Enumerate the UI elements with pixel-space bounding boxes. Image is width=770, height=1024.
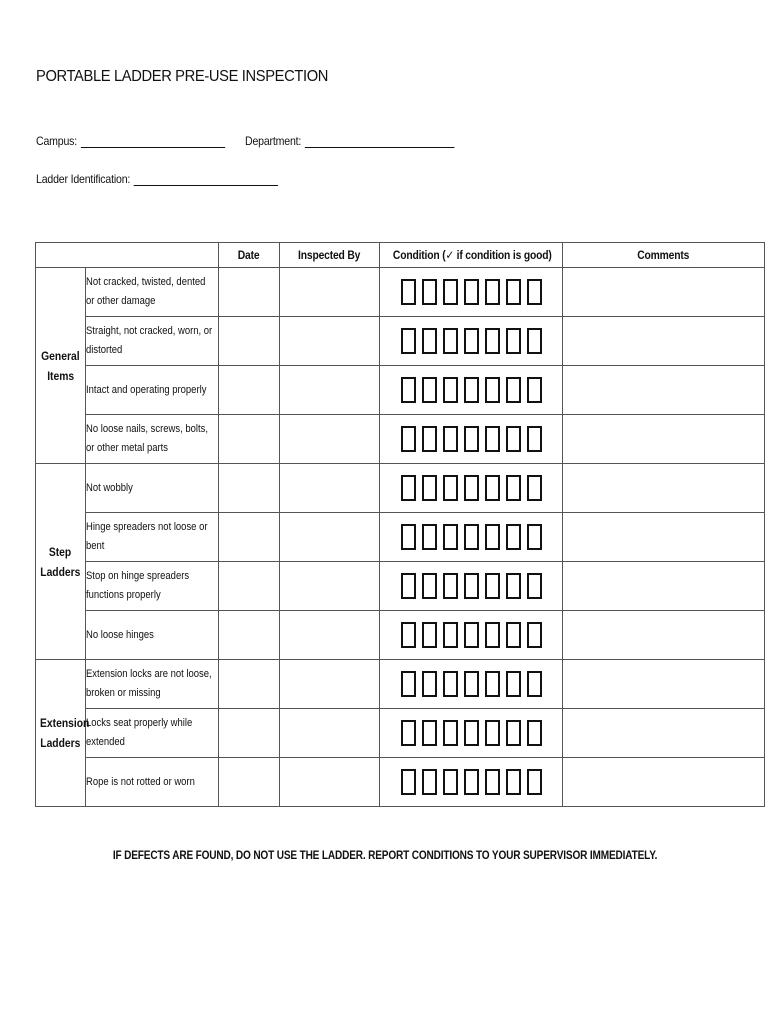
condition-checkbox[interactable]: [485, 328, 500, 354]
condition-cell: [380, 317, 563, 366]
item-cell: [86, 415, 219, 464]
condition-checkbox[interactable]: [464, 769, 479, 795]
inspected-by-cell[interactable]: [280, 317, 380, 366]
item-cell: [86, 268, 219, 317]
condition-checkbox[interactable]: [401, 671, 416, 697]
condition-checkbox[interactable]: [464, 524, 479, 550]
date-cell[interactable]: [219, 513, 280, 562]
campus-field: [36, 134, 225, 148]
condition-checkbox[interactable]: [401, 769, 416, 795]
condition-checkbox[interactable]: [401, 524, 416, 550]
condition-checkbox[interactable]: [422, 671, 437, 697]
comments-cell[interactable]: [563, 611, 765, 660]
inspected-by-cell[interactable]: [280, 513, 380, 562]
condition-cell: [380, 415, 563, 464]
comments-cell[interactable]: [563, 562, 765, 611]
condition-checkbox[interactable]: [443, 671, 458, 697]
table-row: [36, 415, 765, 464]
condition-checkbox[interactable]: [506, 475, 521, 501]
condition-checkbox[interactable]: [527, 622, 542, 648]
condition-checkbox[interactable]: [422, 622, 437, 648]
condition-checkbox[interactable]: [422, 426, 437, 452]
warning-footer: IF DEFECTS ARE FOUND, DO NOT USE THE LADDER. REPORT CONDITIONS TO YOUR SUPERVISOR IMMEDIATELY.: [112, 848, 658, 862]
category-label: Ladders: [40, 736, 81, 750]
table-row: [36, 660, 765, 709]
condition-cell: [380, 562, 563, 611]
condition-checkbox[interactable]: [422, 720, 437, 746]
category-cell: [36, 464, 86, 660]
item-label: No loose hinges: [86, 628, 154, 641]
condition-checkbox[interactable]: [527, 328, 542, 354]
item-label: Intact and operating properly: [86, 383, 207, 396]
item-label: Stop on hinge spreaders functions properly: [86, 570, 190, 601]
item-cell: [86, 366, 219, 415]
condition-checkbox[interactable]: [464, 720, 479, 746]
condition-checkbox[interactable]: [401, 573, 416, 599]
condition-checkbox[interactable]: [485, 769, 500, 795]
date-cell[interactable]: [219, 660, 280, 709]
condition-checkbox[interactable]: [485, 573, 500, 599]
category-label: Step: [49, 544, 72, 559]
header-blank: [36, 243, 219, 268]
condition-checkbox[interactable]: [401, 720, 416, 746]
condition-checkbox[interactable]: [485, 475, 500, 501]
category-label: General: [41, 348, 80, 363]
date-cell[interactable]: [219, 611, 280, 660]
item-label: Not cracked, twisted, dented or other damage: [86, 276, 206, 307]
date-cell[interactable]: [219, 758, 280, 807]
category-label: Extension: [40, 716, 90, 730]
table-header-row: [36, 243, 765, 268]
condition-checkbox[interactable]: [506, 328, 521, 354]
item-label: Rope is not rotted or worn: [86, 775, 195, 788]
condition-checkbox[interactable]: [506, 426, 521, 452]
condition-checkbox[interactable]: [464, 573, 479, 599]
date-cell[interactable]: [219, 415, 280, 464]
condition-checkbox[interactable]: [506, 573, 521, 599]
header-comments: Comments: [563, 243, 765, 268]
header-date: Date: [219, 243, 280, 268]
condition-checkbox[interactable]: [485, 279, 500, 305]
inspection-table: [35, 242, 765, 807]
condition-checkbox[interactable]: [401, 622, 416, 648]
inspected-by-cell[interactable]: [280, 366, 380, 415]
condition-checkbox[interactable]: [401, 328, 416, 354]
condition-checkbox[interactable]: [527, 720, 542, 746]
condition-cell: [380, 758, 563, 807]
condition-cell: [380, 709, 563, 758]
condition-checkbox[interactable]: [443, 328, 458, 354]
form-title: PORTABLE LADDER PRE-USE INSPECTION: [36, 68, 329, 85]
condition-checkbox[interactable]: [485, 671, 500, 697]
condition-checkbox[interactable]: [401, 377, 416, 403]
condition-checkbox[interactable]: [422, 524, 437, 550]
table-row: [36, 513, 765, 562]
table-row: [36, 709, 765, 758]
comments-cell[interactable]: [563, 464, 765, 513]
comments-cell[interactable]: [563, 415, 765, 464]
item-cell: [86, 464, 219, 513]
condition-checkbox[interactable]: [422, 573, 437, 599]
item-label: Straight, not cracked, worn, or distorted: [86, 325, 213, 356]
condition-checkbox[interactable]: [422, 769, 437, 795]
condition-checkbox[interactable]: [464, 377, 479, 403]
item-cell: [86, 562, 219, 611]
campus-label: Campus:: [36, 134, 78, 148]
condition-checkbox[interactable]: [527, 377, 542, 403]
comments-cell[interactable]: [563, 709, 765, 758]
condition-checkbox[interactable]: [401, 279, 416, 305]
inspected-by-cell[interactable]: [280, 758, 380, 807]
category-label: Ladders: [40, 564, 81, 579]
condition-checkbox[interactable]: [401, 475, 416, 501]
item-label: No loose nails, screws, bolts, or other metal parts: [86, 423, 208, 454]
comments-cell[interactable]: [563, 513, 765, 562]
item-cell: [86, 611, 219, 660]
table-row: [36, 562, 765, 611]
condition-checkbox[interactable]: [527, 671, 542, 697]
condition-checkbox[interactable]: [527, 279, 542, 305]
condition-checkbox[interactable]: [464, 671, 479, 697]
item-cell: [86, 758, 219, 807]
table-row: [36, 611, 765, 660]
table-row: [36, 366, 765, 415]
inspected-by-cell[interactable]: [280, 611, 380, 660]
date-cell[interactable]: [219, 709, 280, 758]
inspected-by-cell[interactable]: [280, 268, 380, 317]
ladder-id-blank[interactable]: [134, 173, 278, 186]
condition-checkbox[interactable]: [422, 475, 437, 501]
table-row: [36, 758, 765, 807]
inspected-by-cell[interactable]: [280, 709, 380, 758]
item-label: Locks seat properly while extended: [86, 717, 193, 748]
condition-checkbox[interactable]: [527, 524, 542, 550]
item-cell: [86, 317, 219, 366]
inspected-by-cell[interactable]: [280, 562, 380, 611]
header-inspected-by: Inspected By: [280, 243, 380, 268]
condition-checkbox[interactable]: [443, 279, 458, 305]
condition-checkbox[interactable]: [443, 720, 458, 746]
comments-cell[interactable]: [563, 660, 765, 709]
header-condition: Condition (✓ if condition is good): [380, 243, 563, 268]
condition-checkbox[interactable]: [464, 426, 479, 452]
date-cell[interactable]: [219, 562, 280, 611]
condition-checkbox[interactable]: [527, 769, 542, 795]
condition-cell: [380, 464, 563, 513]
condition-checkbox[interactable]: [485, 426, 500, 452]
department-label: Department:: [245, 134, 302, 148]
condition-checkbox[interactable]: [506, 671, 521, 697]
department-blank[interactable]: [305, 135, 455, 148]
date-cell[interactable]: [219, 464, 280, 513]
condition-checkbox[interactable]: [422, 328, 437, 354]
condition-checkbox[interactable]: [527, 475, 542, 501]
condition-checkbox[interactable]: [506, 769, 521, 795]
condition-checkbox[interactable]: [527, 426, 542, 452]
condition-checkbox[interactable]: [506, 279, 521, 305]
condition-checkbox[interactable]: [443, 475, 458, 501]
condition-checkbox[interactable]: [506, 720, 521, 746]
ladder-id-label: Ladder Identification:: [36, 172, 131, 186]
ladder-id-field: [36, 172, 278, 186]
condition-checkbox[interactable]: [422, 377, 437, 403]
condition-checkbox[interactable]: [443, 524, 458, 550]
inspected-by-cell[interactable]: [280, 660, 380, 709]
condition-checkbox[interactable]: [485, 377, 500, 403]
condition-checkbox[interactable]: [443, 377, 458, 403]
item-cell: [86, 513, 219, 562]
condition-checkbox[interactable]: [485, 524, 500, 550]
table-row: [36, 464, 765, 513]
campus-blank[interactable]: [81, 135, 225, 148]
condition-checkbox[interactable]: [464, 622, 479, 648]
table-row: [36, 317, 765, 366]
item-cell: [86, 709, 219, 758]
condition-cell: [380, 611, 563, 660]
comments-cell[interactable]: [563, 758, 765, 807]
comments-cell[interactable]: [563, 268, 765, 317]
condition-checkbox[interactable]: [443, 622, 458, 648]
condition-checkbox[interactable]: [506, 622, 521, 648]
condition-checkbox[interactable]: [485, 720, 500, 746]
date-cell[interactable]: [219, 366, 280, 415]
date-cell[interactable]: [219, 268, 280, 317]
item-label: Hinge spreaders not loose or bent: [86, 521, 208, 552]
condition-checkbox[interactable]: [443, 769, 458, 795]
comments-cell[interactable]: [563, 366, 765, 415]
condition-checkbox[interactable]: [443, 426, 458, 452]
condition-checkbox[interactable]: [443, 573, 458, 599]
condition-checkbox[interactable]: [506, 377, 521, 403]
condition-checkbox[interactable]: [506, 524, 521, 550]
item-label: Extension locks are not loose, broken or missing: [86, 668, 212, 699]
condition-cell: [380, 660, 563, 709]
condition-cell: [380, 513, 563, 562]
category-cell: [36, 660, 90, 807]
category-cell: [36, 268, 86, 464]
condition-cell: [380, 268, 563, 317]
item-label: Not wobbly: [86, 481, 133, 494]
condition-checkbox[interactable]: [422, 279, 437, 305]
comments-cell[interactable]: [563, 317, 765, 366]
inspected-by-cell[interactable]: [280, 415, 380, 464]
category-label: Items: [47, 368, 74, 383]
condition-checkbox[interactable]: [401, 426, 416, 452]
condition-checkbox[interactable]: [527, 573, 542, 599]
department-field: [245, 134, 454, 148]
condition-checkbox[interactable]: [485, 622, 500, 648]
date-cell[interactable]: [219, 317, 280, 366]
condition-checkbox[interactable]: [464, 328, 479, 354]
inspected-by-cell[interactable]: [280, 464, 380, 513]
condition-checkbox[interactable]: [464, 475, 479, 501]
condition-checkbox[interactable]: [464, 279, 479, 305]
item-cell: [86, 660, 219, 709]
table-row: [36, 268, 765, 317]
condition-cell: [380, 366, 563, 415]
